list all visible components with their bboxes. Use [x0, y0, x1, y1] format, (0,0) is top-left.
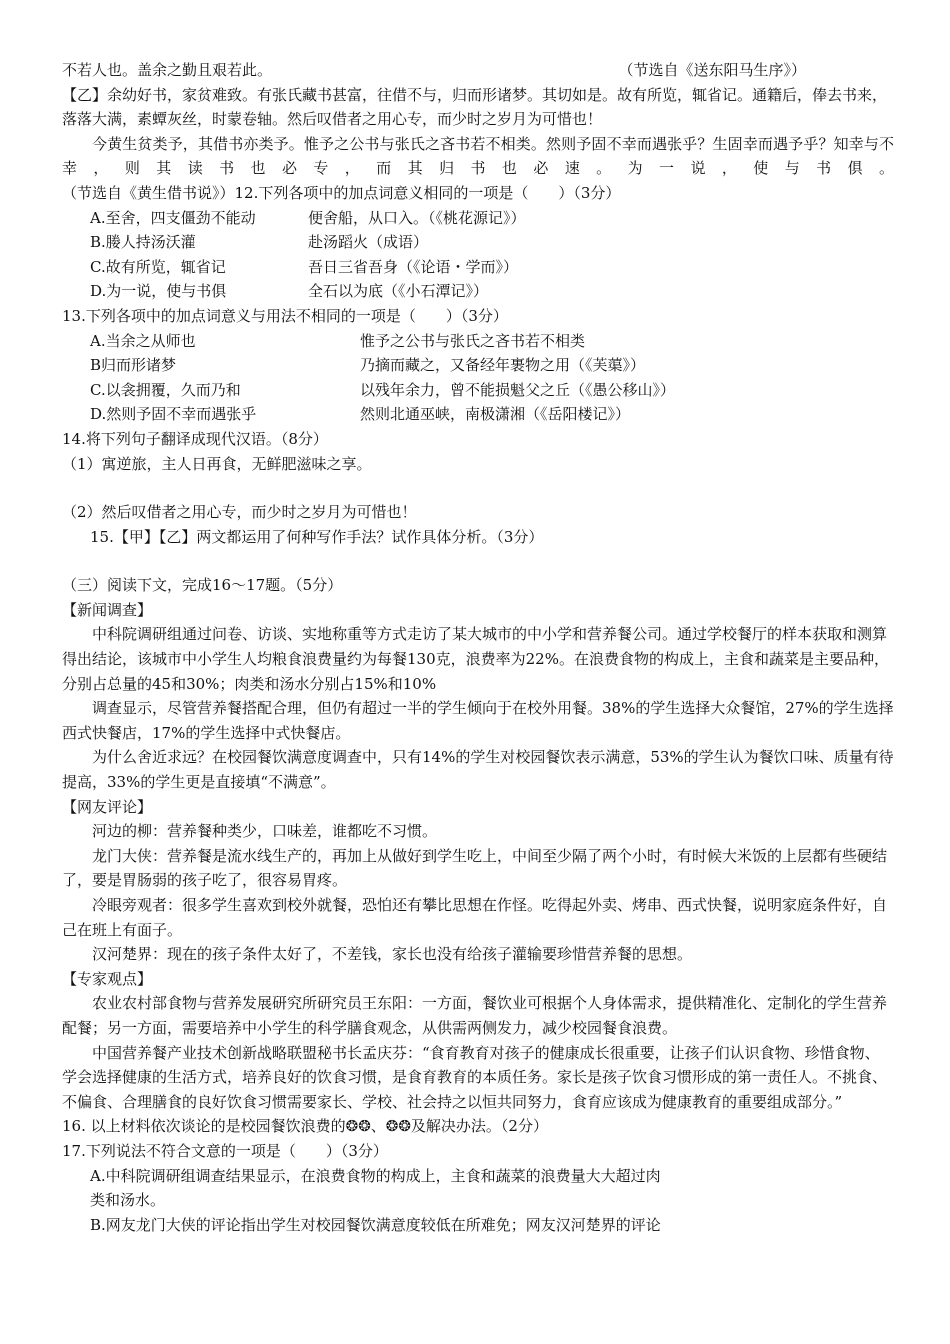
section-3-title: （三）阅读下文，完成16～17题。（5分）	[62, 576, 343, 595]
q13-option-a-right: 惟予之公书与张氏之吝书若不相类	[360, 331, 586, 350]
q13-option-c-right: 以残年余力，曾不能损魁父之丘（《愚公移山》）	[360, 380, 676, 399]
q12-option-a-right: 便舍船，从口入。（《桃花源记》）	[308, 208, 526, 227]
q12-option-b-left: B.媵人持汤沃灌	[90, 233, 196, 252]
comment-hanhechujie: 汉河楚界：现在的孩子条件太好了，不差钱，家长也没有给孩子灌输要珍惜营养餐的思想。	[92, 945, 693, 964]
expert-opinion-heading: 【专家观点】	[62, 969, 153, 988]
comment-longmendaxia: 龙门大侠：营养餐是流水线生产的，再加上从做好到学生吃上，中间至少隔了两个小时，有时候大米饭的上层都有些硬结了，要是胃肠弱的孩子吃了，很容易胃疼。	[62, 846, 888, 890]
comment-hebiandeliu: 河边的柳：营养餐种类少，口味差，谁都吃不习惯。	[92, 822, 438, 841]
expert-wangdongyang: 农业农村部食物与营养发展研究所研究员王东阳：一方面，餐饮业可根据个人身体需求，提供精准化、定制化的学生营养配餐；另一方面，需要培养中小学生的科学膳食观念，从供需两侧发力，减少校园餐食浪费。	[62, 994, 888, 1037]
expert-mengqingfen: 中国营养餐产业技术创新战略联盟秘书长孟庆芬：“食育教育对孩子的健康成长很重要，让孩子们认识食物、珍惜食物、学会选择健康的生活方式，培养良好的饮食习惯，是食育教育的本质任务。家长是孩子饮食习惯形成的第一责任人。不挑食、不偏食、合理膳食的良好饮食习惯需要家长、学校、社会持之以恒共同努力，食育应该成为健康教育的重要组成部分。”	[62, 1043, 888, 1111]
question-14-sentence-1: （1）寓逆旅，主人日再食，无鲜肥滋味之享。	[62, 454, 372, 473]
answer-space	[62, 549, 894, 573]
question-16: 16. 以上材料依次谈论的是校园餐饮浪费的❂❂、❂❂及解决办法。（2分）	[62, 1117, 548, 1136]
q12-option-a-left: A.至舍，四支僵劲不能动	[90, 208, 256, 227]
q12-option-c-left: C.故有所览，辄省记	[90, 257, 226, 276]
netizen-comments-heading: 【网友评论】	[62, 797, 153, 816]
news-survey-para-3: 为什么舍近求远？在校园餐饮满意度调查中，只有14%的学生对校园餐饮表示满意，53%的学生认为餐饮口味、质量有待提高，33%的学生更是直接填“不满意”。	[62, 748, 894, 792]
question-14-title: 14.将下列句子翻译成现代汉语。（8分）	[62, 429, 328, 448]
question-17-title: 17.下列说法不符合文意的一项是（ ）（3分）	[62, 1141, 388, 1160]
question-15: 15.【甲】【乙】两文都运用了何种写作手法？试作具体分析。（3分）	[90, 527, 544, 546]
news-survey-heading: 【新闻调查】	[62, 600, 153, 619]
news-survey-para-1: 中科院调研组通过问卷、访谈、实地称重等方式走访了某大城市的中小学和营养餐公司。通过学校餐厅的样本获取和测算得出结论，该城市中小学生人均粮食浪费量约为每餐130克，浪费率为22%。在浪费食物的构成上，主食和蔬菜是主要品种，分别占总量的45和30%；肉类和汤水分别占15%和10%	[62, 625, 889, 693]
q12-option-c-right: 吾日三省吾身（《论语・学而》）	[308, 257, 519, 276]
q13-option-d-left: D.然则予固不幸而遇张乎	[90, 405, 257, 424]
question-12-options	[62, 206, 894, 304]
news-survey-para-2: 调查显示，尽管营养餐搭配合理，但仍有超过一半的学生倾向于在校外用餐。38%的学生选择大众餐馆，27%的学生选择西式快餐店，17%的学生选择中式快餐店。	[62, 699, 894, 742]
q13-option-d-right: 然则北通巫峡，南极潇湘（《岳阳楼记》）	[360, 405, 631, 424]
q12-option-d-left: D.为一说，使与书俱	[90, 282, 227, 301]
passage-yi-para-2: 今黄生贫类予，其借书亦类予。惟予之公书与张氏之吝书若不相类。然则予固不幸而遇张乎？生固幸而遇予乎？知幸与不幸，则其读书也必专，而其归书也必速。为一说，使与书俱。	[62, 134, 894, 178]
q17-option-a-line-1: A.中科院调研组调查结果显示，在浪费食物的构成上，主食和蔬菜的浪费量大大超过肉	[90, 1166, 661, 1185]
passage-source: （节选自《送东阳马生序》）	[618, 61, 806, 79]
question-13-options	[62, 329, 894, 427]
passage-yi-para-1: 【乙】余幼好书，家贫难致。有张氏藏书甚富，往借不与，归而形诸梦。其切如是。故有所览，辄省记。通籍后，俸去书来，落落大满，素蟫灰丝，时蒙卷轴。然后叹借者之用心专，而少时之岁月为可惜也！	[62, 85, 888, 129]
q13-option-a-left: A.当余之从师也	[90, 331, 196, 350]
q12-option-b-right: 赴汤蹈火（成语）	[308, 233, 429, 252]
question-14-sentence-2: （2）然后叹借者之用心专，而少时之岁月为可惜也！	[62, 503, 417, 522]
question-13-title: 13.下列各项中的加点词意义与用法不相同的一项是（ ）（3分）	[62, 306, 508, 325]
q13-option-b-left: B归而形诸梦	[90, 356, 177, 375]
passage-text: 不若人也。盖余之勤且艰若此。	[62, 61, 273, 79]
answer-space	[62, 476, 894, 500]
q17-option-b: B.网友龙门大侠的评论指出学生对校园餐饮满意度较低在所难免；网友汉河楚界的评论	[90, 1215, 661, 1234]
passage-jia-ending	[62, 58, 894, 83]
q13-option-b-right: 乃摘而藏之，又备经年裹物之用（《芙蕖》）	[360, 356, 646, 375]
exam-page	[62, 58, 894, 1237]
q13-option-c-left: C.以衾拥覆，久而乃和	[90, 380, 241, 399]
question-12-title: （节选自《黄生借书说》）12.下列各项中的加点词意义相同的一项是（ ）（3分）	[62, 183, 621, 202]
q17-option-a-line-2: 类和汤水。	[90, 1191, 166, 1210]
comment-lengyanpangguanzhe: 冷眼旁观者：很多学生喜欢到校外就餐，恐怕还有攀比思想在作怪。吃得起外卖、烤串、西式快餐，说明家庭条件好，自己在班上有面子。	[62, 896, 888, 939]
q12-option-d-right: 全石以为底（《小石潭记》）	[308, 282, 489, 301]
